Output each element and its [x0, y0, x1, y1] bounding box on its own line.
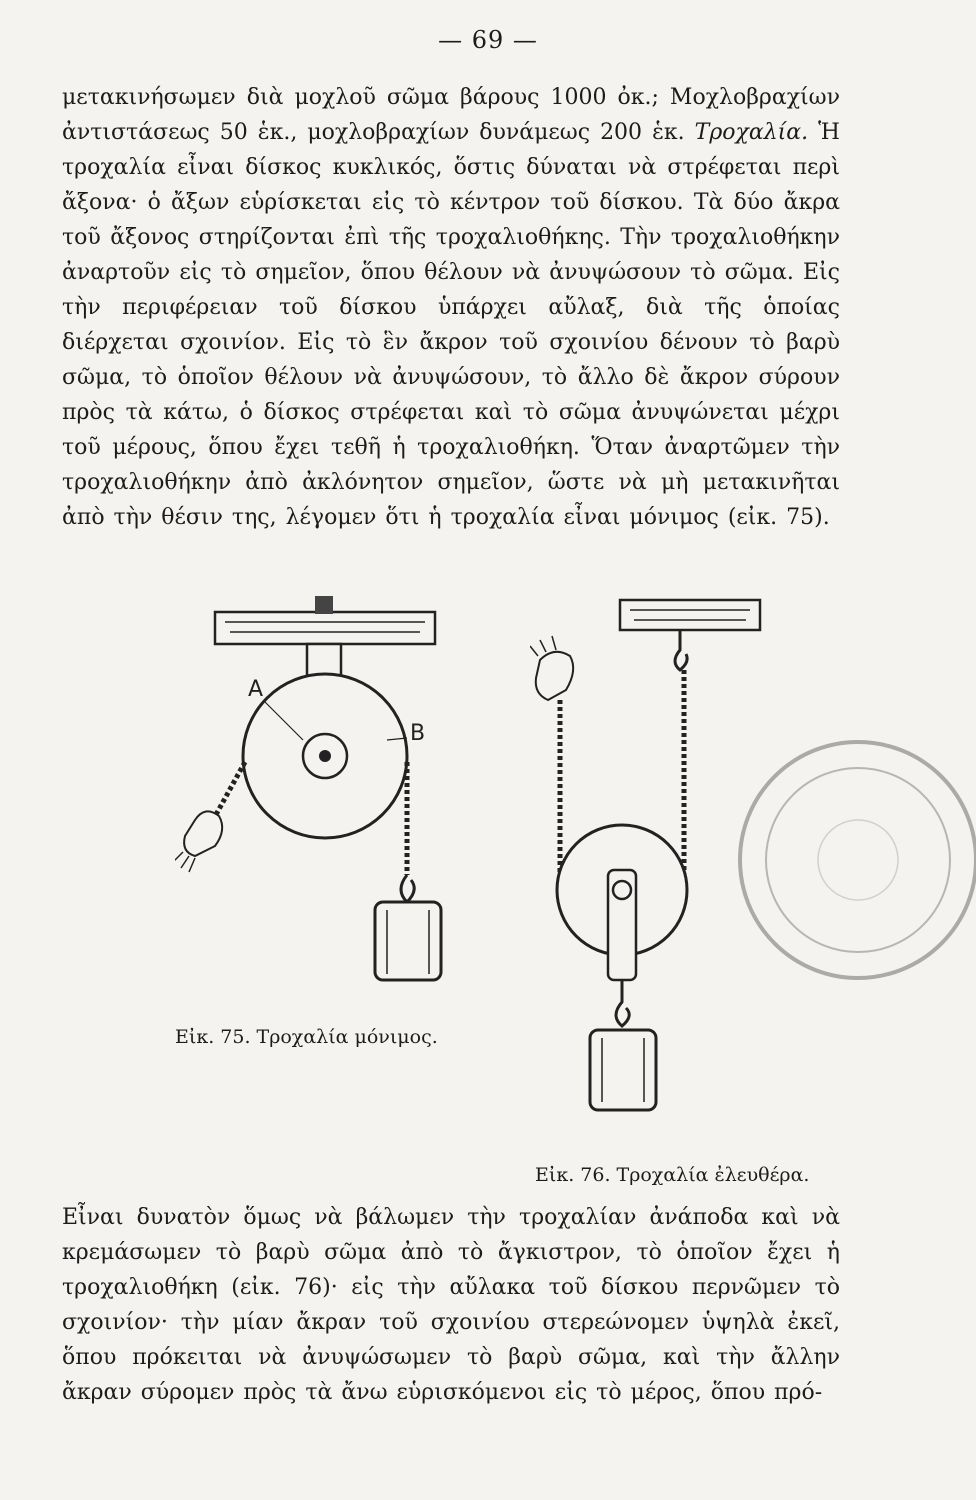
paragraph-movable-pulley: Εἶναι δυνατὸν ὅμως νὰ βάλωμεν τὴν τροχαλίαν ἀνάποδα καὶ νὰ κρεμάσωμεν τὸ βαρὺ σῶμα ἀπὸ τὸ ἄγκιστρον, τὸ ὁποῖον ἔχει ἡ τροχαλιοθήκη (εἰκ. 76)· εἰς τὴν αὔλακα τοῦ δίσκου περνῶμεν τὸ σχοινίον· τὴν μίαν ἄκραν τοῦ σχοινίου στερεώνομεν ὑψηλὰ ἐκεῖ, ὅπου πρόκειται νὰ ἀνυψώσωμεν τὸ βαρὺ σῶμα, καὶ τὴν ἄλλην ἄκραν σύρομεν πρὸς τὰ ἄνω εὑρισκόμενοι εἰς τὸ μέρος, ὅπου πρό- [62, 1205, 840, 1405]
caption-figure-76: Εἰκ. 76. Τροχαλία ἐλευθέρα. [535, 1164, 810, 1186]
paragraph-pulley-body: Ἡ τροχαλία εἶναι δίσκος κυκλικός, ὅστις δύναται νὰ στρέφεται περὶ ἄξονα· ὁ ἄξων εὑρίσκεται εἰς τὸ κέντρον τοῦ δίσκου. Τὰ δύο ἄκρα τοῦ ἄξονος στηρίζονται ἐπὶ τῆς τροχαλιοθήκης. Τὴν τροχαλιοθήκην ἀναρτοῦν εἰς τὸ σημεῖον, ὅπου θέλουν νὰ ἀνυψώσουν τὸ σῶμα. Εἰς τὴν περιφέρειαν τοῦ δίσκου ὑπάρχει αὔλαξ, διὰ τῆς ὁποίας διέρχεται σχοινίον. Εἰς τὸ ἓν ἄκρον τοῦ σχοινίου δένουν τὸ βαρὺ σῶμα, τὸ ὁποῖον θέλουν νὰ ἀνυψώσουν, τὸ ἄλλο δὲ ἄκρον σύρουν πρὸς τὰ κάτω, ὁ δίσκος στρέφεται καὶ τὸ σῶμα ἀνυψώνεται μέχρι τοῦ μέρους, ὅπου ἔχει τεθῆ ἡ τροχαλιοθήκη. Ὅταν ἀναρτῶμεν τὴν τροχαλιοθήκην ἀπὸ ἀκλόνητον σημεῖον, ὥστε νὰ μὴ μετακινῆται ἀπὸ τὴν θέσιν της, λέγομεν ὅτι ἡ τροχαλία εἶναι μόνιμος (εἰκ. 75). [62, 120, 840, 530]
page-number: — 69 — [438, 26, 538, 54]
paragraph-lever-ending: μετακινήσωμεν διὰ μοχλοῦ σῶμα βάρους 1000 ὀκ.; Μοχλοβραχίων ἀντιστάσεως 50 ἑκ., μοχλοβραχίων δυνάμεως 200 ἑκ. [62, 85, 840, 145]
label-a: A [248, 677, 264, 702]
figure-fixed-pulley [175, 590, 475, 1020]
section-heading-pulley: Τροχαλία. [694, 120, 809, 145]
label-b: B [410, 721, 426, 746]
paragraph-pulley-intro [62, 80, 840, 535]
library-stamp [718, 720, 976, 1020]
caption-figure-75: Εἰκ. 75. Τροχαλία μόνιμος. [175, 1026, 438, 1048]
